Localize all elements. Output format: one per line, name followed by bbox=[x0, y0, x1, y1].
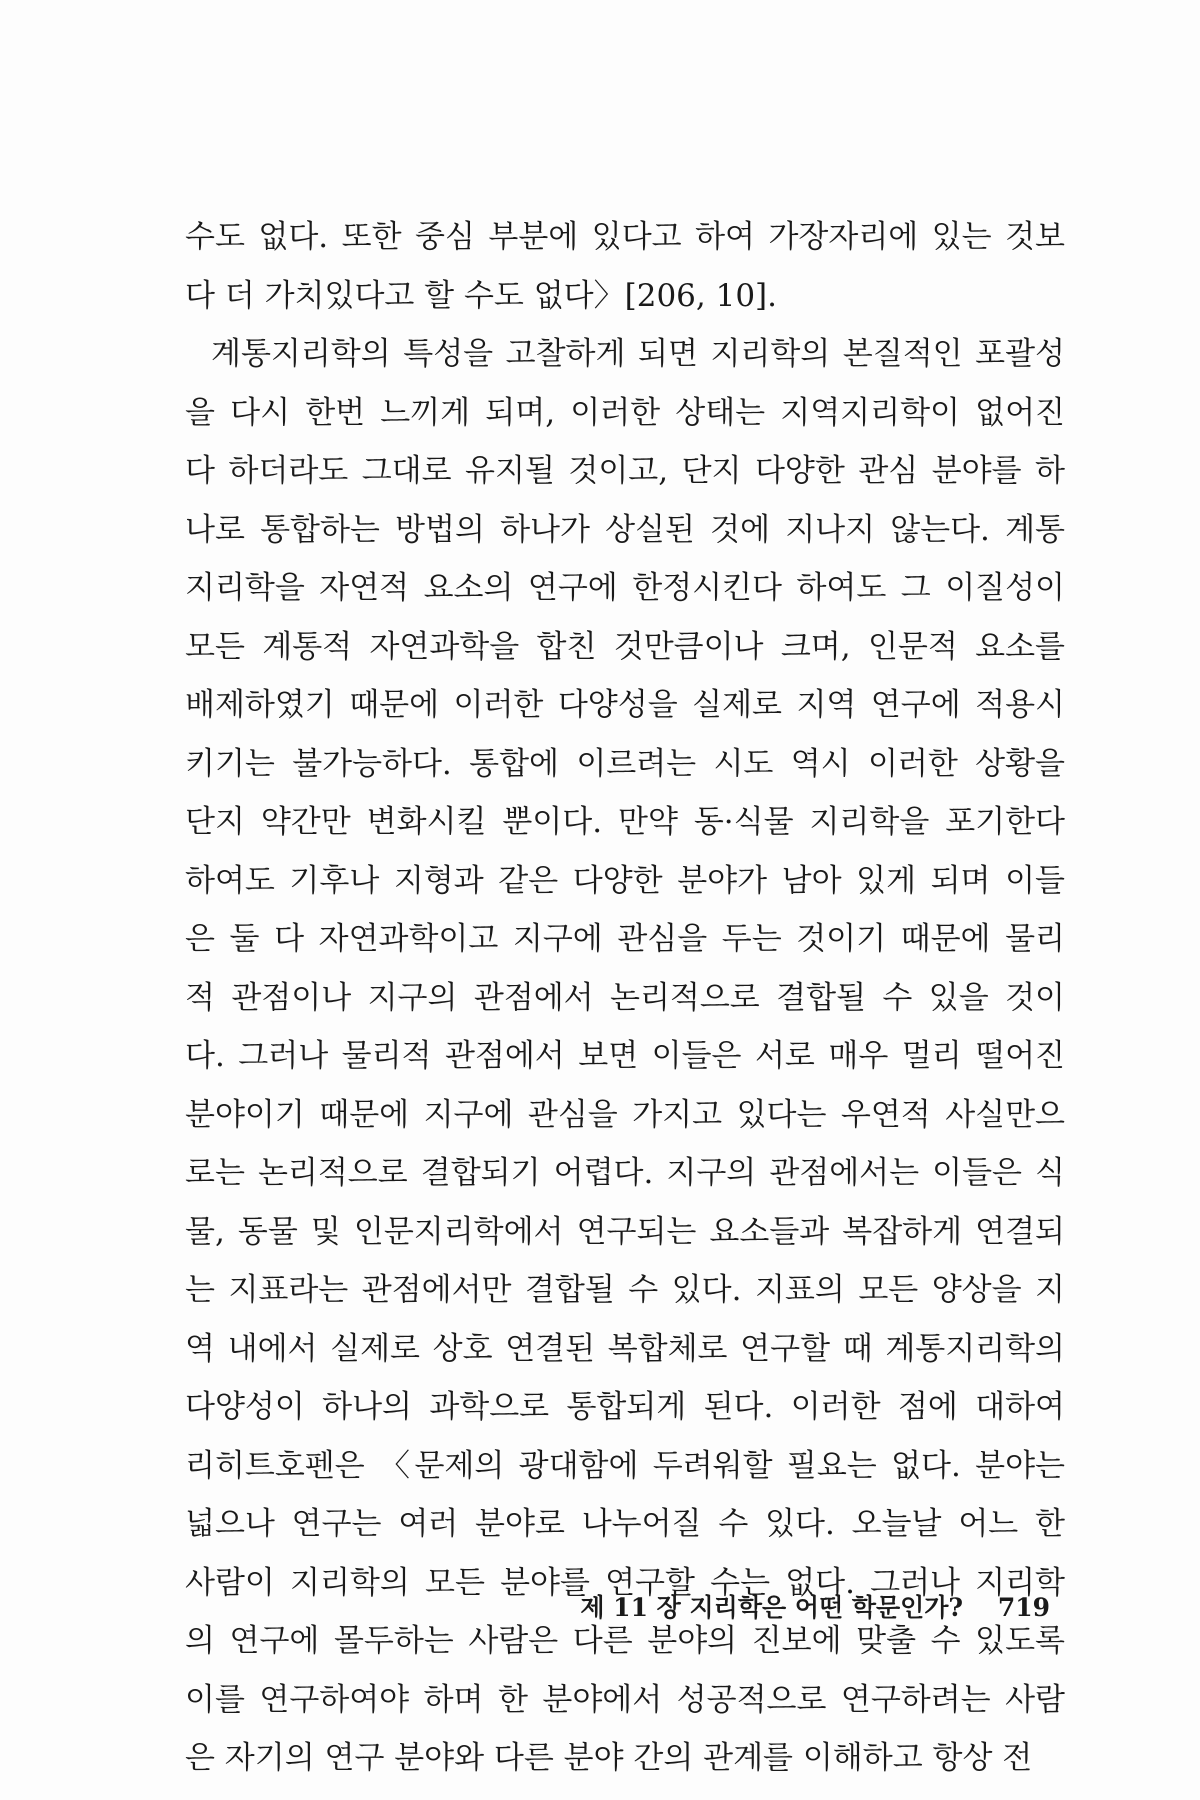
text-line: 지리학을 자연적 요소의 연구에 한정시킨다 하여도 그 이질성이 bbox=[185, 570, 1065, 606]
running-chapter-title: 제 11 장 지리학은 어떤 학문인가? bbox=[580, 1593, 964, 1622]
paragraph bbox=[185, 325, 1065, 1788]
page-number: 719 bbox=[997, 1593, 1050, 1622]
text-line: 수도 없다. 또한 중심 부분에 있다고 하여 가장자리에 있는 것보 bbox=[185, 219, 1065, 255]
text-line: 사람이 지리학의 모든 분야를 연구할 수는 없다. 그러나 지리학 bbox=[185, 1564, 1065, 1601]
body-text bbox=[185, 208, 1065, 1788]
text-line: 모든 계통적 자연과학을 합친 것만큼이나 크며, 인문적 요소를 bbox=[185, 628, 1065, 665]
text-line: 배제하였기 때문에 이러한 다양성을 실제로 지역 연구에 적용시 bbox=[185, 687, 1065, 723]
text-line: 물, 동물 및 인문지리학에서 연구되는 요소들과 복잡하게 연결되 bbox=[185, 1213, 1065, 1250]
text-line: 다. 그러나 물리적 관점에서 보면 이들은 서로 매우 멀리 떨어진 bbox=[185, 1038, 1065, 1074]
text-line: 리히트호펜은 〈문제의 광대함에 두려워할 필요는 없다. 분야는 bbox=[185, 1447, 1065, 1484]
text-line: 나로 통합하는 방법의 하나가 상실된 것에 지나지 않는다. 계통 bbox=[185, 511, 1065, 548]
text-line: 적 관점이나 지구의 관점에서 논리적으로 결합될 수 있을 것이 bbox=[185, 979, 1065, 1016]
text-line: 역 내에서 실제로 상호 연결된 복합체로 연구할 때 계통지리학의 bbox=[185, 1330, 1065, 1367]
paragraph bbox=[185, 208, 1065, 325]
text-line: 다양성이 하나의 과학으로 통합되게 된다. 이러한 점에 대하여 bbox=[185, 1389, 1065, 1425]
text-line: 다 하더라도 그대로 유지될 것이고, 단지 다양한 관심 분야를 하 bbox=[185, 453, 1065, 489]
text-line: 은 둘 다 자연과학이고 지구에 관심을 두는 것이기 때문에 물리 bbox=[185, 921, 1065, 957]
text-line: 계통지리학의 특성을 고찰하게 되면 지리학의 본질적인 포괄성 bbox=[211, 336, 1065, 372]
text-line: 로는 논리적으로 결합되기 어렵다. 지구의 관점에서는 이들은 식 bbox=[185, 1155, 1065, 1191]
text-line: 키기는 불가능하다. 통합에 이르려는 시도 역시 이러한 상황을 bbox=[185, 745, 1065, 782]
text-line: 다 더 가치있다고 할 수도 없다〉[206, 10]. bbox=[185, 277, 777, 314]
text-line: 분야이기 때문에 지구에 관심을 가지고 있다는 우연적 사실만으 bbox=[185, 1096, 1065, 1133]
text-line: 이를 연구하여야 하며 한 분야에서 성공적으로 연구하려는 사람 bbox=[185, 1681, 1065, 1718]
text-line: 은 자기의 연구 분야와 다른 분야 간의 관계를 이해하고 항상 전 bbox=[185, 1740, 1033, 1776]
text-line: 을 다시 한번 느끼게 되며, 이러한 상태는 지역지리학이 없어진 bbox=[185, 394, 1065, 431]
text-line: 는 지표라는 관점에서만 결합될 수 있다. 지표의 모든 양상을 지 bbox=[185, 1272, 1065, 1308]
text-line: 단지 약간만 변화시킬 뿐이다. 만약 동·식물 지리학을 포기한다 bbox=[185, 804, 1065, 840]
text-line: 넓으나 연구는 여러 분야로 나누어질 수 있다. 오늘날 어느 한 bbox=[185, 1506, 1065, 1542]
text-line: 의 연구에 몰두하는 사람은 다른 분야의 진보에 맞출 수 있도록 bbox=[185, 1623, 1065, 1659]
text-line: 하여도 기후나 지형과 같은 다양한 분야가 남아 있게 되며 이들 bbox=[185, 862, 1065, 899]
page-footer bbox=[580, 1588, 1050, 1624]
